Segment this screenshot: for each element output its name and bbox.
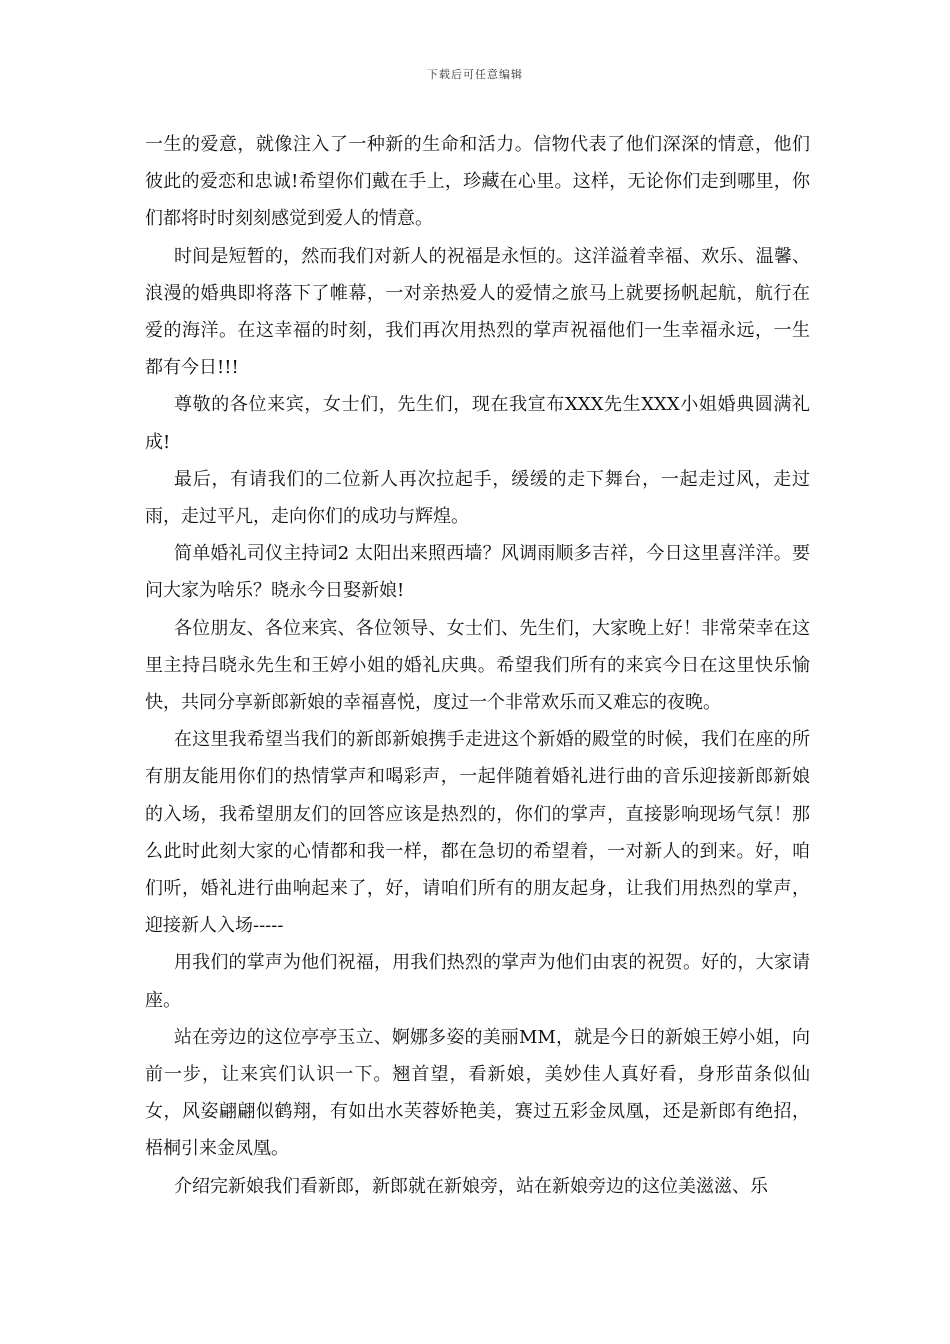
- document-body: [145, 126, 810, 1205]
- paragraph: 尊敬的各位来宾，女士们，先生们，现在我宣布XXX先生XXX小姐婚典圆满礼成!: [145, 394, 810, 453]
- paragraph: 一生的爱意，就像注入了一种新的生命和活力。信物代表了他们深深的情意，他们彼此的爱恋和忠诚!希望你们戴在手上，珍藏在心里。这样，无论你们走到哪里，你们都将时时刻刻感觉到爱人的情意。: [145, 134, 810, 230]
- paragraph: 简单婚礼司仪主持词2 太阳出来照西墙？风调雨顺多吉祥，今日这里喜洋洋。要问大家为啥乐？晓永今日娶新娘!: [145, 543, 810, 602]
- page-header-note: 下载后可任意编辑: [427, 68, 523, 81]
- paragraph: 在这里我希望当我们的新郎新娘携手走进这个新婚的殿堂的时候，我们在座的所有朋友能用你们的热情掌声和喝彩声，一起伴随着婚礼进行曲的音乐迎接新郎新娘的入场，我希望朋友们的回答应该是热烈的，你们的掌声，直接影响现场气氛！那么此时此刻大家的心情都和我一样，都在急切的希望着，一对新人的到来。好，咱们听，婚礼进行曲响起来了，好，请咱们所有的朋友起身，让我们用热烈的掌声，迎接新人入场-----: [145, 729, 810, 937]
- paragraph: 最后，有请我们的二位新人再次拉起手，缓缓的走下舞台，一起走过风，走过雨，走过平凡，走向你们的成功与辉煌。: [145, 468, 810, 528]
- paragraph: 各位朋友、各位来宾、各位领导、女士们、先生们，大家晚上好！非常荣幸在这里主持吕晓永先生和王婷小姐的婚礼庆典。希望我们所有的来宾今日在这里快乐愉快，共同分享新郎新娘的幸福喜悦，度过一个非常欢乐而又难忘的夜晚。: [145, 617, 810, 714]
- paragraph: 时间是短暂的，然而我们对新人的祝福是永恒的。这洋溢着幸福、欢乐、温馨、浪漫的婚典即将落下了帷幕，一对亲热爱人的爱情之旅马上就要扬帆起航，航行在爱的海洋。在这幸福的时刻，我们再次用热烈的掌声祝福他们一生幸福永远，一生都有今日!!!: [145, 245, 810, 379]
- paragraph: 介绍完新娘我们看新郎，新郎就在新娘旁，站在新娘旁边的这位美滋滋、乐: [174, 1175, 768, 1197]
- paragraph: 站在旁边的这位亭亭玉立、婀娜多姿的美丽MM，就是今日的新娘王婷小姐，向前一步，让来宾们认识一下。翘首望，看新娘，美妙佳人真好看，身形苗条似仙女，风姿翩翩似鹤翔，有如出水芙蓉娇艳美，赛过五彩金凤凰，还是新郎有绝招，梧桐引来金凤凰。: [145, 1026, 810, 1160]
- paragraph: 用我们的掌声为他们祝福，用我们热烈的掌声为他们由衷的祝贺。好的，大家请座。: [145, 952, 810, 1011]
